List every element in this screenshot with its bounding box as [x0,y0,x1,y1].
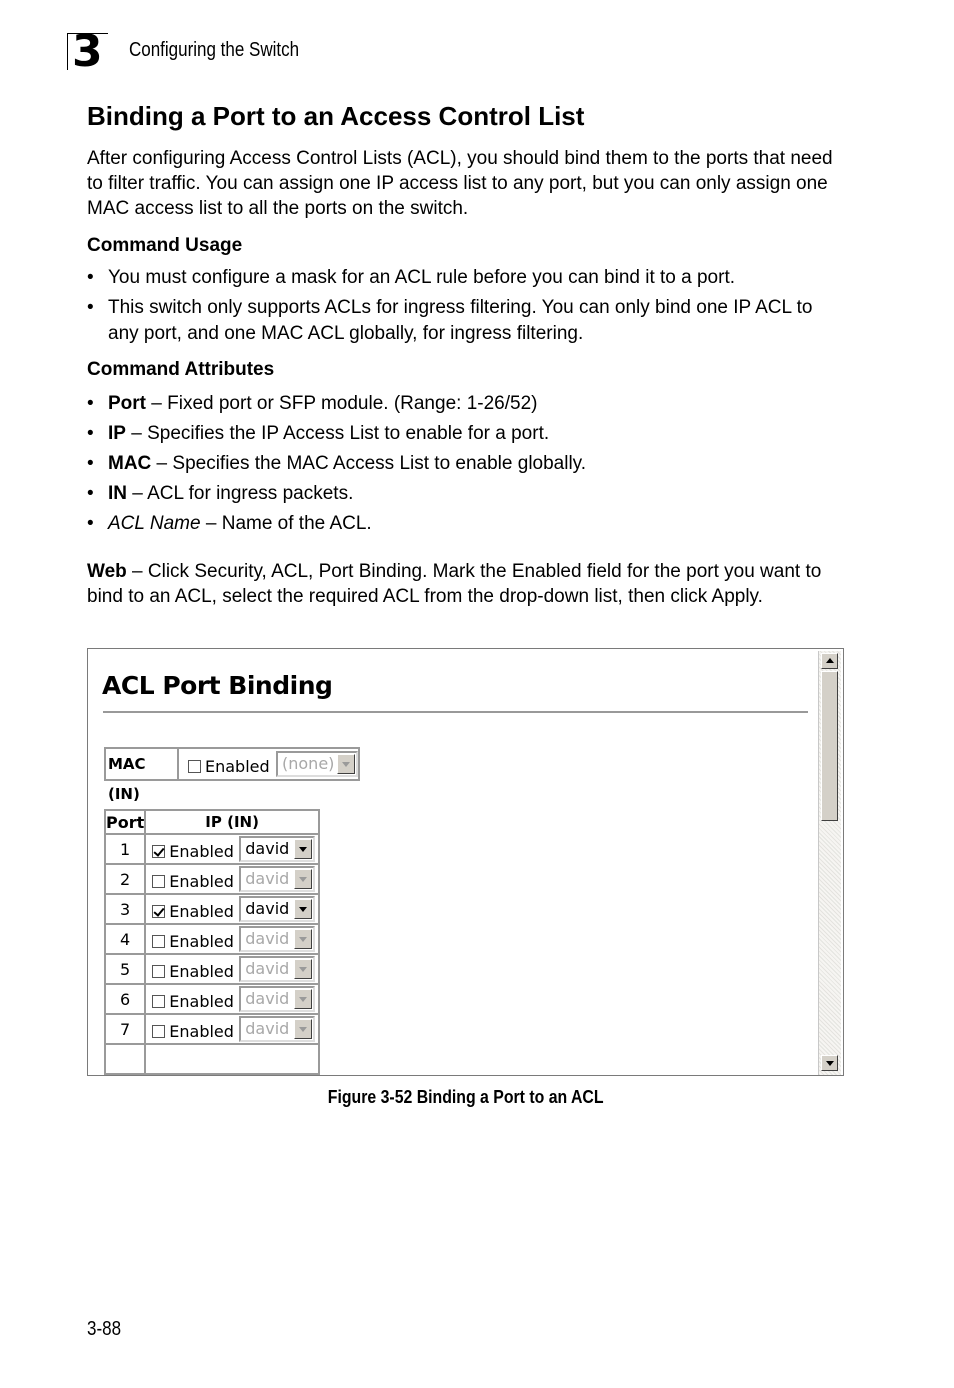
chevron-down-icon[interactable] [294,989,312,1009]
table-row [105,954,319,984]
column-header-ip: IP (IN) [145,810,319,834]
attribute-term: Port [108,393,146,414]
port-acl-select[interactable] [239,836,315,862]
port-rows [105,834,319,1074]
port-enabled-checkbox[interactable] [152,965,165,978]
port-enabled-group [152,871,234,891]
port-enabled-checkbox[interactable] [152,935,165,948]
port-acl-select[interactable] [239,986,315,1012]
page-number: 3-88 [87,1318,122,1340]
chevron-down-icon[interactable] [294,899,312,919]
bullet-dot: • [87,453,94,474]
scroll-up-arrow-icon[interactable] [821,653,838,669]
vertical-scrollbar[interactable] [818,651,841,1075]
mac-acl-select[interactable] [276,751,358,777]
bullet-dot: • [87,267,94,288]
ip-binding-cell [145,954,319,984]
port-number [105,1044,145,1074]
usage-bullet-text: You must configure a mask for an ACL rule before you can bind it to a port. [108,267,736,288]
attribute-term: IP [108,423,126,444]
command-attributes-heading: Command Attributes [87,359,275,380]
mac-in-label: MAC (IN) [106,749,179,779]
bullet-dot: • [87,393,94,414]
intro-paragraph: After configuring Access Control Lists (ACL), you should bind them to the ports that need to filter traffic. You can assign one IP access list to any port, but you can only assign one MAC access list to all the ports on the switch. [87,148,833,219]
port-enabled-checkbox[interactable] [152,845,165,858]
port-acl-select-value: david [245,899,290,918]
port-enabled-group [152,841,234,861]
port-enabled-label: Enabled [169,932,234,951]
figure-caption [0,1087,932,1108]
column-header-port: Port [105,810,145,834]
port-enabled-group [152,901,234,921]
mac-enabled-label: Enabled [205,757,270,776]
chapter-number: 3 [72,26,103,77]
port-number: 5 [105,954,145,984]
port-enabled-label: Enabled [169,872,234,891]
port-acl-select[interactable] [239,926,315,952]
ip-binding-cell [145,984,319,1014]
mac-binding-row [104,747,360,803]
chevron-down-icon[interactable] [294,1019,312,1039]
table-row [105,864,319,894]
scroll-down-arrow-icon[interactable] [821,1055,838,1071]
bullet-dot: • [87,423,94,444]
attribute-term: IN [108,483,127,504]
bullet-dot: • [87,297,94,318]
port-enabled-label: Enabled [169,1022,234,1041]
usage-bullet [87,265,847,291]
port-enabled-checkbox[interactable] [152,1025,165,1038]
port-acl-select-value: david [245,869,290,888]
port-number: 3 [105,894,145,924]
attribute-desc: – ACL for ingress packets. [127,483,354,504]
port-number: 4 [105,924,145,954]
port-acl-select[interactable] [239,956,315,982]
table-row [105,984,319,1014]
port-acl-select-value: david [245,929,290,948]
port-enabled-checkbox[interactable] [152,875,165,888]
mac-acl-select-value: (none) [282,754,335,773]
ip-binding-cell [145,834,319,864]
attribute-desc: – Specifies the IP Access List to enable for a port. [125,423,550,444]
port-enabled-group [152,1021,234,1041]
usage-bullet-text: This switch only supports ACLs for ingress filtering. You can only bind one IP ACL to any port, and one MAC ACL globally, for ingress filtering. [108,297,813,344]
port-enabled-label: Enabled [169,842,234,861]
screenshot-title: ACL Port Binding [102,671,333,700]
table-row [105,924,319,954]
web-term: Web [87,561,127,582]
port-enabled-checkbox[interactable] [152,905,165,918]
running-title: Configuring the Switch [129,39,300,61]
port-enabled-checkbox[interactable] [152,995,165,1008]
attribute-desc: – Specifies the MAC Access List to enable globally. [151,453,587,474]
ip-binding-cell [145,894,319,924]
section-title: Binding a Port to an Access Control List [87,101,585,131]
screenshot-content [90,651,819,1075]
port-acl-select-value: david [245,839,290,858]
port-number: 7 [105,1014,145,1044]
attribute-item [87,451,847,477]
port-acl-select-value: david [245,959,290,978]
table-header-row [105,810,319,834]
ip-binding-cell [145,864,319,894]
port-acl-select-value: david [245,1019,290,1038]
attribute-desc: – Fixed port or SFP module. (Range: 1-26/52) [146,393,538,414]
web-desc: – Click Security, ACL, Port Binding. Mark the Enabled field for the port you want to bind to an ACL, select the required ACL from the drop-down list, then click Apply. [87,561,822,607]
command-usage-heading: Command Usage [87,235,243,256]
chevron-down-icon[interactable] [294,839,312,859]
port-enabled-group [152,961,234,981]
attribute-term: MAC [108,453,152,474]
port-acl-select[interactable] [239,896,315,922]
table-row [105,834,319,864]
port-enabled-group [152,991,234,1011]
scrollbar-thumb[interactable] [821,671,838,821]
ip-binding-cell [145,924,319,954]
port-enabled-label: Enabled [169,992,234,1011]
usage-bullet [87,295,847,347]
chevron-down-icon[interactable] [294,929,312,949]
table-row [105,1014,319,1044]
chevron-down-icon[interactable] [294,959,312,979]
figure-caption-text: Figure 3-52 Binding a Port to an ACL [328,1087,604,1107]
title-divider [103,711,808,713]
chevron-down-icon[interactable] [337,754,355,774]
port-enabled-label: Enabled [169,902,234,921]
port-number: 1 [105,834,145,864]
attribute-term: ACL Name [108,513,201,534]
acl-port-binding-screenshot [87,648,844,1076]
attribute-desc: – Name of the ACL. [200,513,372,534]
port-enabled-group [152,931,234,951]
attribute-item [87,481,847,507]
ip-binding-cell [145,1014,319,1044]
port-acl-select[interactable] [239,1016,315,1042]
port-enabled-label: Enabled [169,962,234,981]
port-binding-table [104,809,320,1075]
bullet-dot: • [87,513,94,534]
attribute-item [87,391,847,417]
chevron-down-icon[interactable] [294,869,312,889]
web-paragraph [87,559,847,609]
ip-binding-cell [145,1044,319,1074]
mac-enabled-group [188,756,270,776]
port-acl-select[interactable] [239,866,315,892]
table-row [105,894,319,924]
bullet-dot: • [87,483,94,504]
port-number: 6 [105,984,145,1014]
port-number: 2 [105,864,145,894]
port-acl-select-value: david [245,989,290,1008]
table-row-partial [105,1044,319,1074]
attribute-item [87,421,847,447]
attribute-item [87,511,847,537]
mac-enabled-checkbox[interactable] [188,760,201,773]
